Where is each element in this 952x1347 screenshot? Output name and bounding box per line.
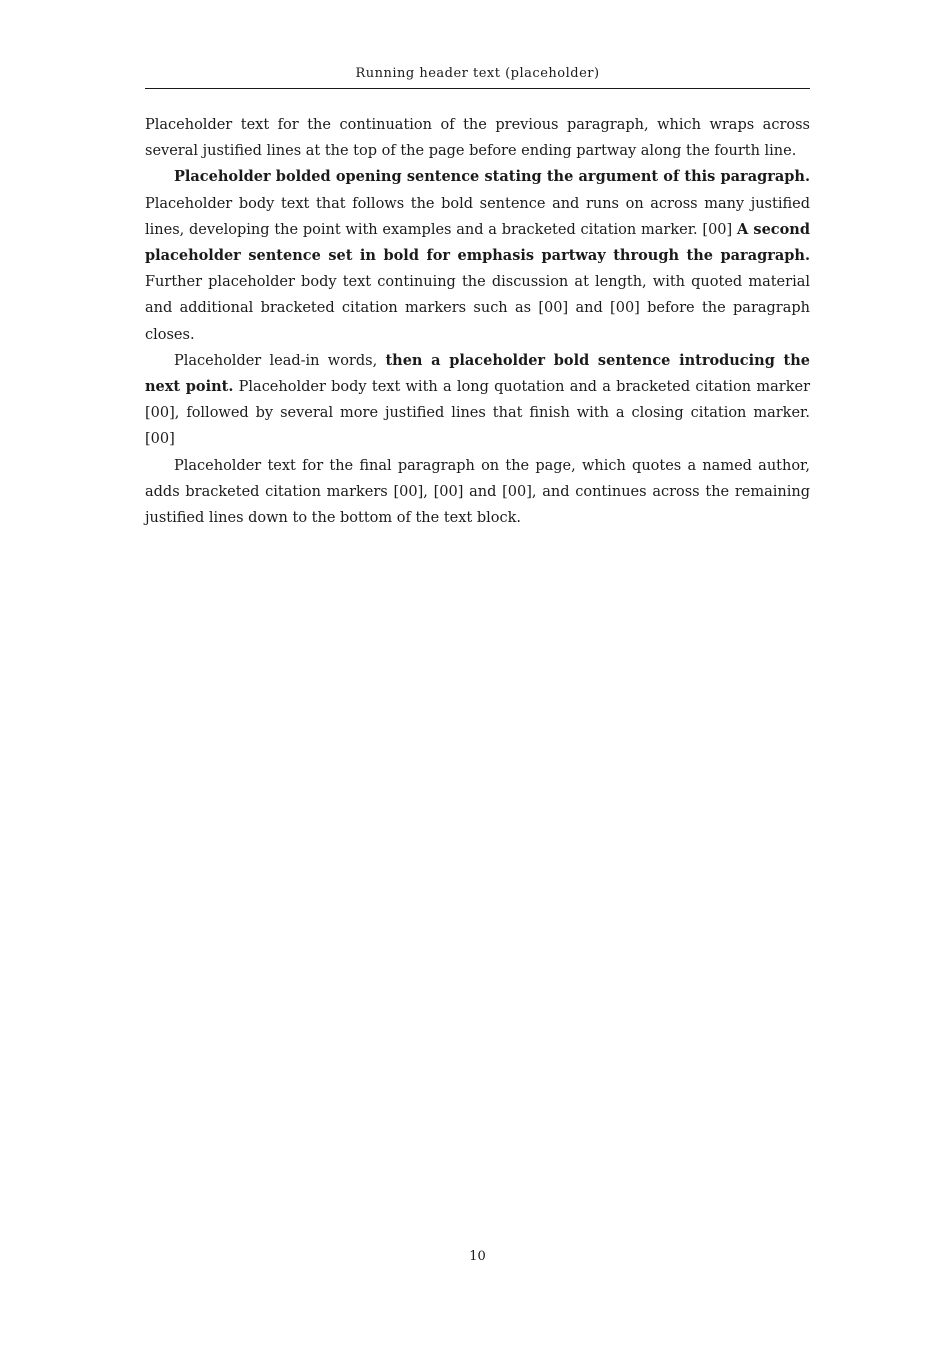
bold-thesis: A second placeholder sentence set in bold for emphasis partway through the paragraph. xyxy=(145,220,810,265)
text-run: Placeholder lead-in words, xyxy=(174,352,386,369)
running-header: Running header text (placeholder) xyxy=(355,66,600,81)
paragraph-crime-types xyxy=(145,348,810,453)
text-run: Placeholder text for the continuation of the previous paragraph, which wraps across several justified lines at the top of the page before ending partway along the fourth line. xyxy=(145,117,810,160)
text-run: Placeholder body text that follows the bold sentence and runs on across many justified lines, developing the point with examples and a bracketed citation marker. [00] xyxy=(145,195,810,238)
bold-thesis: then a placeholder bold sentence introducing the next point. xyxy=(145,351,810,396)
header-rule xyxy=(145,88,810,89)
paragraph-continuation xyxy=(145,112,810,164)
paragraph-written-law-meaning xyxy=(145,164,810,347)
text-run: Further placeholder body text continuing the discussion at length, with quoted material and additional bracketed citation markers such as [00] and [00] before the paragraph closes. xyxy=(145,274,810,343)
bold-thesis: Placeholder bolded opening sentence stating the argument of this paragraph. xyxy=(174,168,810,186)
text-run: Placeholder body text with a long quotation and a bracketed citation marker [00], followed by several more justified lines that finish with a closing citation marker. [00] xyxy=(145,379,811,448)
page-number: 10 xyxy=(469,1249,486,1264)
text-run: Placeholder text for the final paragraph on the page, which quotes a named author, adds bracketed citation markers [00], [00] and [00], and continues across the remaining justified lines down to the bottom of the text block. xyxy=(145,457,810,527)
body-text xyxy=(145,112,810,531)
paragraph-positivism xyxy=(145,453,810,532)
